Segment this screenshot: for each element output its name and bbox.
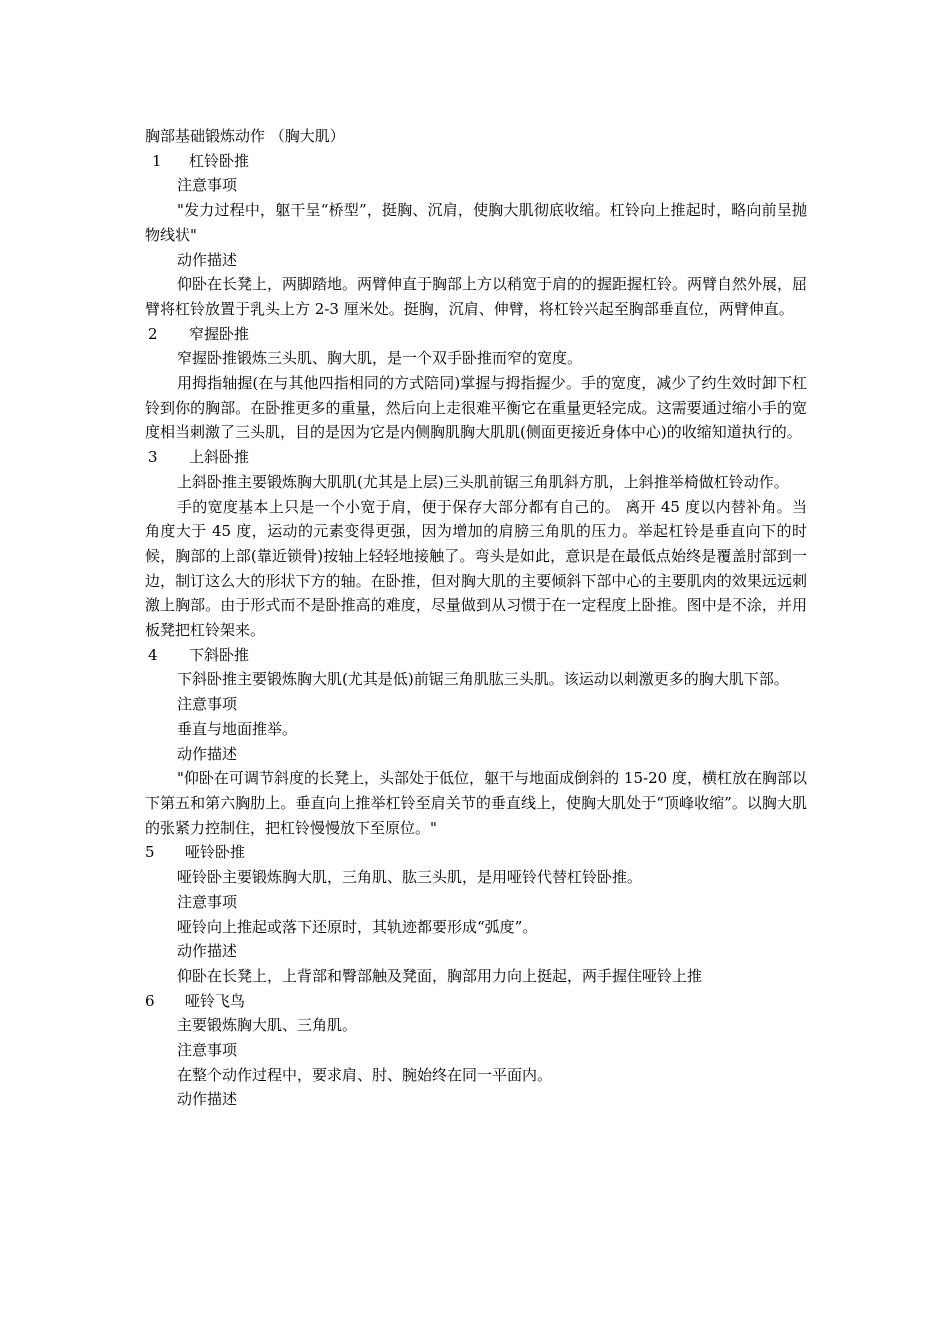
section-heading: [145, 989, 807, 1014]
section-heading: [145, 322, 807, 347]
paragraph: 下斜卧推主要锻炼胸大肌(尤其是低)前锯三角肌肱三头肌。该运动以刺激更多的胸大肌下部。: [177, 670, 789, 689]
subheading-description: 动作描述: [177, 250, 238, 269]
section-title: 哑铃飞鸟: [185, 991, 246, 1010]
section-title: 哑铃卧推: [185, 843, 246, 862]
paragraph: 用拇指轴握(在与其他四指相同的方式陪同)掌握与拇指握少。手的宽度，减少了约生效时卸下杠铃到你的胸部。在卧推更多的重量，然后向上走很难平衡它在重量更轻完成。这需要通过缩小手的宽度相当刺激了三头肌，目的是因为它是内侧胸肌胸大肌肌(侧面更接近身体中心)的收缩知道执行的。: [145, 374, 807, 442]
subheading-notes: 注意事项: [177, 1041, 238, 1060]
section-title: 杠铃卧推: [189, 151, 250, 170]
document-body: [145, 124, 807, 1112]
section-title: 窄握卧推: [189, 324, 250, 343]
section-heading: [145, 445, 807, 470]
subheading-notes: 注意事项: [177, 176, 238, 195]
paragraph: 仰卧在长凳上，两脚踏地。两臂伸直于胸部上方以稍宽于肩的的握距握杠铃。两臂自然外展，屈臂将杠铃放置于乳头上方 2-3 厘米处。挺胸，沉肩、伸臂，将杠铃兴起至胸部垂直位，两臂伸直。: [145, 275, 808, 318]
paragraph: 垂直与地面推举。: [177, 719, 298, 738]
section-number: 2: [148, 324, 158, 343]
paragraph: 窄握卧推锻炼三头肌、胸大肌，是一个双手卧推而窄的宽度。: [177, 349, 583, 368]
paragraph: "发力过程中，躯干呈“桥型”，挺胸、沉肩，使胸大肌彻底收缩。杠铃向上推起时，略向前呈抛物线状": [145, 201, 807, 244]
section-number: 6: [145, 991, 155, 1010]
subheading-notes: 注意事项: [177, 892, 238, 911]
section-heading: [145, 840, 807, 865]
section-number: 3: [148, 448, 158, 467]
section-heading: [145, 149, 807, 174]
paragraph: 哑铃向上推起或落下还原时，其轨迹都要形成“弧度”。: [177, 917, 538, 936]
document-title: 胸部基础锻炼动作 （胸大肌）: [145, 127, 345, 145]
paragraph: 在整个动作过程中，要求肩、肘、腕始终在同一平面内。: [177, 1065, 553, 1084]
paragraph: 手的宽度基本上只是一个小宽于肩，便于保存大部分都有自己的。 离开 45 度以内替补角。当角度大于 45 度，运动的元素变得更强，因为增加的肩膀三角肌的压力。举起杠铃是垂直向下的时候，胸部的上部(靠近锁骨)按轴上轻轻地接触了。弯头是如此，意识是在最低点始终是覆盖肘部到一边，制订这么大的形状下方的轴。在卧推，但对胸大肌的主要倾斜下部中心的主要肌肉的效果远远刺激上胸部。由于形式而不是卧推高的难度，尽量做到从习惯于在一定程度上卧推。图中是不涂，并用板凳把杠铃架来。: [145, 497, 807, 640]
paragraph: "仰卧在可调节斜度的长凳上，头部处于低位，躯干与地面成倒斜的 15-20 度，横杠放在胸部以下第五和第六胸肋上。垂直向上推举杠铃至肩关节的垂直线上，使胸大肌处于“顶峰收缩”。以胸大肌的张紧力控制住，把杠铃慢慢放下至原位。": [145, 769, 807, 837]
subheading-description: 动作描述: [177, 744, 238, 763]
section-title: 上斜卧推: [189, 448, 250, 467]
section-heading: [145, 643, 807, 668]
paragraph: 上斜卧推主要锻炼胸大肌肌(尤其是上层)三头肌前锯三角肌斜方肌，上斜推举椅做杠铃动作。: [177, 472, 789, 491]
paragraph: 哑铃卧主要锻炼胸大肌，三角肌、肱三头肌，是用哑铃代替杠铃卧推。: [177, 868, 643, 887]
subheading-description: 动作描述: [177, 1090, 238, 1109]
section-number: 4: [148, 645, 158, 664]
section-title: 下斜卧推: [189, 645, 250, 664]
section-number: 1: [152, 151, 162, 170]
paragraph: 仰卧在长凳上，上背部和臀部触及凳面，胸部用力向上挺起，两手握住哑铃上推: [177, 966, 703, 985]
section-number: 5: [145, 843, 155, 862]
subheading-description: 动作描述: [177, 942, 238, 961]
subheading-notes: 注意事项: [177, 695, 238, 714]
paragraph: 主要锻炼胸大肌、三角肌。: [177, 1016, 358, 1035]
